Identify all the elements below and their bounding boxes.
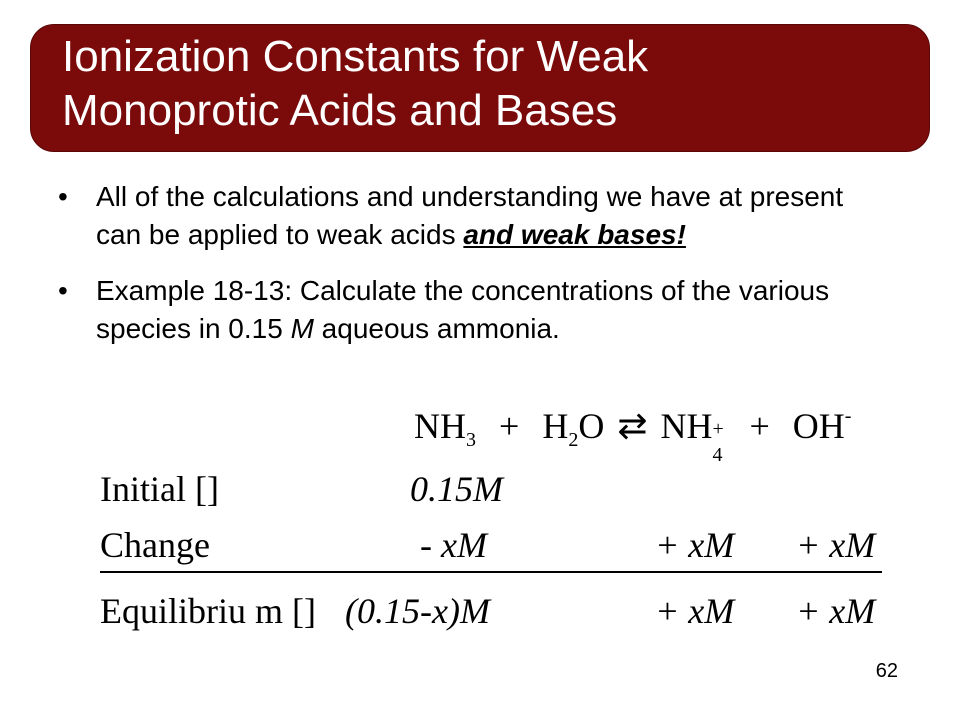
bullet-text: Example 18-13: Calculate the concentrations of the various species in 0.15 xyxy=(96,275,830,344)
bullet-item xyxy=(58,272,888,348)
change-oh: + xM xyxy=(796,525,876,565)
hydroxide: OH- xyxy=(792,405,852,446)
reaction-equation xyxy=(414,405,852,466)
bullet-marker: • xyxy=(58,181,68,212)
change-nh3: - xM xyxy=(420,525,487,565)
equilibrium-label: Equilibriu m [] xyxy=(100,591,316,631)
page-number: 62 xyxy=(875,660,898,682)
equilibrium-nh3: (0.15-x)M xyxy=(345,591,490,631)
nh4: NH + 4 xyxy=(660,406,724,466)
molarity-unit: M xyxy=(290,313,314,344)
h2o: $H_2O$ xyxy=(542,406,605,451)
slide-title xyxy=(62,30,922,138)
equilibrium-arrow-icon: ⇄ xyxy=(617,406,648,446)
bullet-list xyxy=(58,178,888,366)
bullet-text: All of the calculations and understanding we have at present can be applied to weak acids xyxy=(96,181,844,250)
title-line-1: Ionization Constants for Weak xyxy=(62,32,649,81)
bullet-marker: • xyxy=(58,275,68,306)
bullet-text-end: aqueous ammonia. xyxy=(313,313,560,344)
plus-sign: + xyxy=(749,406,770,446)
change-nh4: + xM xyxy=(655,525,735,565)
change-label: Change xyxy=(100,525,210,565)
title-line-2: Monoprotic Acids and Bases xyxy=(62,86,618,135)
initial-label: Initial [] xyxy=(100,469,219,509)
table-divider xyxy=(100,571,882,573)
initial-nh3: 0.15M xyxy=(410,469,503,509)
plus-sign: + xyxy=(499,406,520,446)
equilibrium-nh4: + xM xyxy=(655,591,735,631)
bullet-item xyxy=(58,178,888,254)
bullet-emphasis: and weak bases! xyxy=(463,219,686,250)
nh3: $NH_3$ xyxy=(414,406,476,451)
equilibrium-oh: + xM xyxy=(796,591,876,631)
